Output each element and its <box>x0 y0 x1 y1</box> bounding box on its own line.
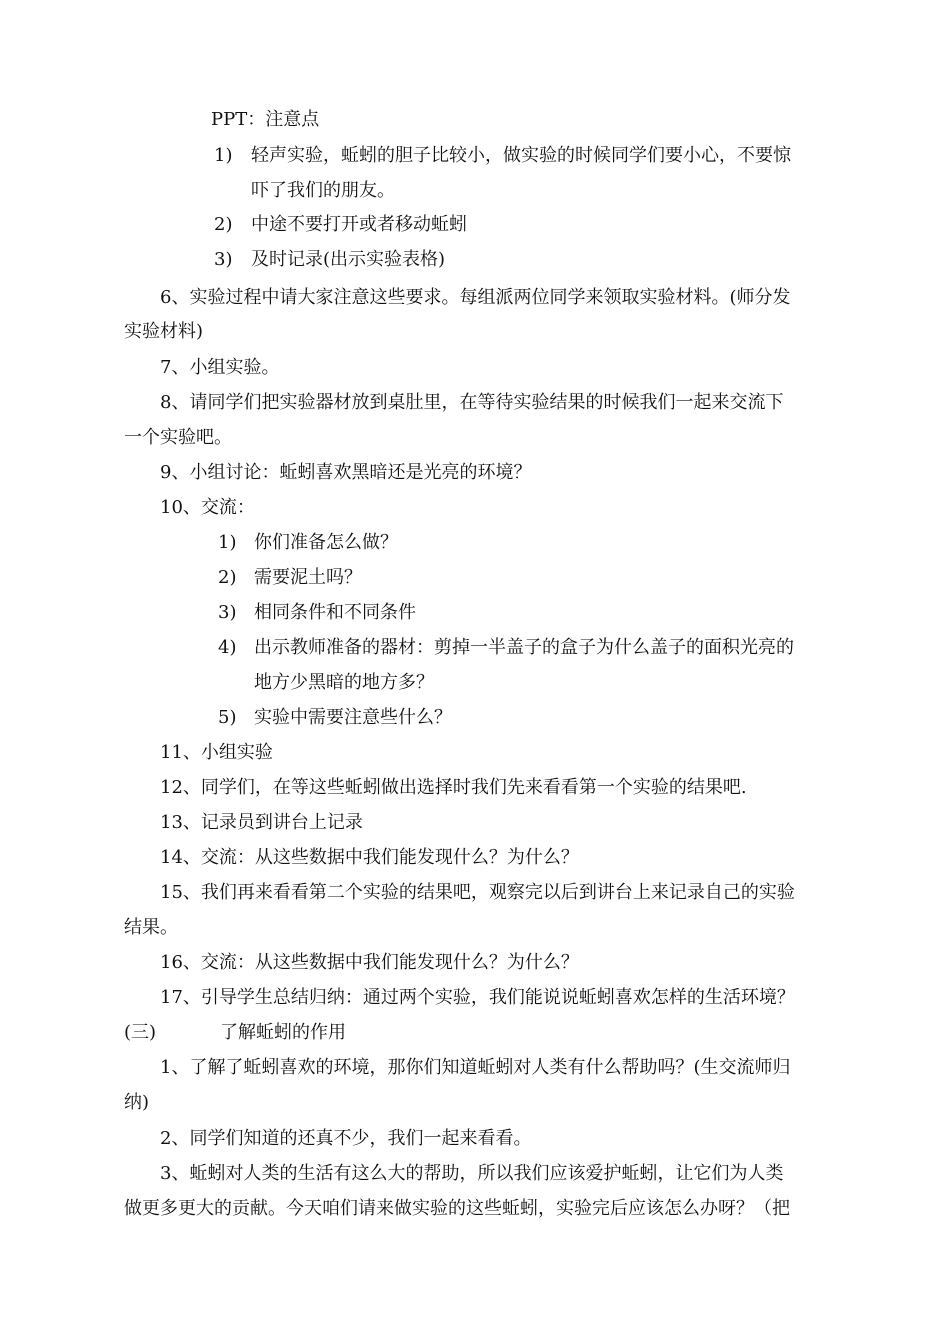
list-number: 2) <box>218 567 237 588</box>
list-item <box>218 601 416 625</box>
list-text: 轻声实验，蚯蚓的胆子比较小，做实验的时候同学们要小心，不要惊 <box>251 145 791 166</box>
paragraph-step-8: 8、请同学们把实验器材放到桌肚里，在等待实验结果的时候我们一起来交流下 <box>160 392 784 413</box>
paragraph-step-6: 6、实验过程中请大家注意这些要求。每组派两位同学来领取实验材料。(师分发 <box>160 287 791 308</box>
list-text: 需要泥土吗？ <box>254 567 362 588</box>
list-text: 实验中需要注意些什么？ <box>254 707 452 728</box>
list-number: 3) <box>214 249 233 270</box>
list-item-continuation: 吓了我们的朋友。 <box>251 180 395 201</box>
paragraph-section3-2: 2、同学们知道的还真不少，我们一起来看看。 <box>160 1128 532 1149</box>
list-item <box>218 531 398 555</box>
list-number: 5) <box>218 707 237 728</box>
paragraph-step-10: 10、交流： <box>160 497 255 518</box>
paragraph-step-6-cont: 实验材料) <box>124 321 204 342</box>
paragraph-step-16: 16、交流：从这些数据中我们能发现什么？为什么？ <box>160 952 579 973</box>
list-text: 相同条件和不同条件 <box>254 602 416 623</box>
list-number: 2) <box>214 214 233 235</box>
list-text: 中途不要打开或者移动蚯蚓 <box>251 214 467 235</box>
list-item <box>218 636 794 660</box>
paragraph-section3-1-cont: 纳) <box>124 1092 150 1113</box>
paragraph-section3-1: 1、了解了蚯蚓喜欢的环境，那你们知道蚯蚓对人类有什么帮助吗？(生交流师归 <box>160 1057 791 1078</box>
list-number: 1) <box>218 532 237 553</box>
list-number: 3) <box>218 602 237 623</box>
section-title: 了解蚯蚓的作用 <box>220 1022 346 1043</box>
paragraph-step-12: 12、同学们，在等这些蚯蚓做出选择时我们先来看看第一个实验的结果吧. <box>160 777 747 798</box>
list-item <box>218 706 452 730</box>
paragraph-step-14: 14、交流：从这些数据中我们能发现什么？为什么？ <box>160 847 579 868</box>
list-text: 及时记录(出示实验表格) <box>251 249 446 270</box>
list-item <box>214 144 791 168</box>
paragraph-step-15-cont: 结果。 <box>124 917 178 938</box>
paragraph-step-9: 9、小组讨论：蚯蚓喜欢黑暗还是光亮的环境？ <box>160 462 532 483</box>
list-item <box>218 566 362 590</box>
paragraph-section3-3-cont: 做更多更大的贡献。今天咱们请来做实验的这些蚯蚓，实验完后应该怎么办呀？（把 <box>124 1198 790 1219</box>
paragraph-section3-3: 3、蚯蚓对人类的生活有这么大的帮助，所以我们应该爱护蚯蚓，让它们为人类 <box>160 1163 784 1184</box>
paragraph-step-8-cont: 一个实验吧。 <box>124 427 232 448</box>
ppt-title: PPT：注意点 <box>211 109 320 130</box>
list-number: 4) <box>218 637 237 658</box>
list-text: 你们准备怎么做？ <box>254 532 398 553</box>
section-number: (三) <box>124 1022 157 1043</box>
paragraph-step-13: 13、记录员到讲台上记录 <box>160 812 363 833</box>
paragraph-step-11: 11、小组实验 <box>160 742 273 763</box>
section-heading <box>124 1021 346 1045</box>
list-number: 1) <box>214 145 233 166</box>
paragraph-step-7: 7、小组实验。 <box>160 357 280 378</box>
list-text: 出示教师准备的器材：剪掉一半盖子的盒子为什么盖子的面积光亮的 <box>254 637 794 658</box>
paragraph-step-17: 17、引导学生总结归纳：通过两个实验，我们能说说蚯蚓喜欢怎样的生活环境？ <box>160 987 795 1008</box>
paragraph-step-15: 15、我们再来看看第二个实验的结果吧，观察完以后到讲台上来记录自己的实验 <box>160 882 795 903</box>
list-item <box>214 248 445 272</box>
list-item <box>214 213 467 237</box>
list-item-continuation: 地方少黑暗的地方多？ <box>254 672 434 693</box>
